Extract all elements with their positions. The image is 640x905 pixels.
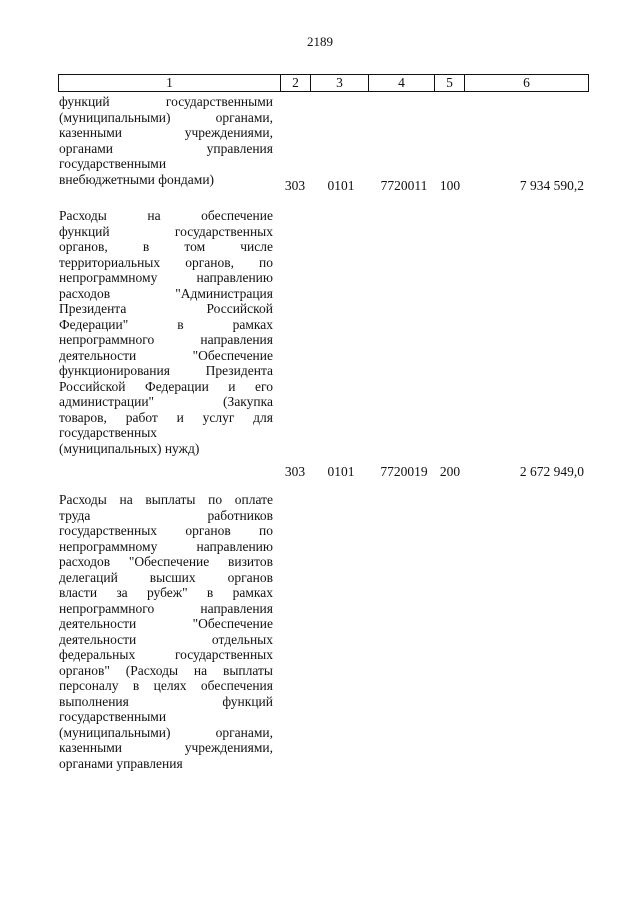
description-line: делегаций высших органов: [59, 569, 273, 585]
description-line: непрограммного направления: [59, 600, 273, 616]
description-line: персоналу в целях обеспечения: [59, 678, 273, 693]
description-line: казенными учреждениями,: [59, 125, 273, 140]
header-col-6: 6: [464, 75, 588, 91]
row-col-2: 303: [284, 464, 306, 479]
row-col-4: 7720011: [380, 178, 428, 193]
description-line: Федерации" в рамках: [59, 316, 273, 332]
description-line: Расходы на выплаты по оплате: [59, 492, 273, 507]
row-col-5: 100: [439, 178, 461, 193]
header-col-4: 4: [368, 75, 434, 91]
description-line: органов, в том числе: [59, 239, 273, 254]
description-line: государственных: [59, 425, 158, 440]
header-col-2: 2: [280, 75, 310, 91]
row-col-6: 2 672 949,0: [519, 464, 584, 479]
description-line: органами управления: [59, 755, 183, 771]
description-line: расходов "Обеспечение визитов: [59, 554, 273, 569]
description-line: казенными учреждениями,: [59, 740, 273, 755]
description-line: администрации" (Закупка: [59, 394, 273, 409]
description-line: товаров, работ и услуг для: [59, 409, 273, 425]
description-line: расходов "Администрация: [59, 285, 273, 301]
row-col-2: 303: [284, 178, 306, 193]
description-line: государственных органов по: [59, 523, 273, 538]
description-line: внебюджетными фондами): [59, 171, 215, 187]
description-line: территориальных органов, по: [59, 254, 273, 270]
description-line: труда работников: [59, 507, 273, 523]
description-line: выполнения функций: [59, 693, 273, 709]
page-number: 2189: [307, 34, 333, 49]
description-line: федеральных государственных: [59, 647, 273, 662]
description-line: функций государственными: [59, 94, 273, 109]
description-line: (муниципальных) нужд): [59, 440, 200, 456]
header-col-5: 5: [434, 75, 464, 91]
description-line: органами управления: [59, 140, 273, 156]
description-line: органов" (Расходы на выплаты: [59, 662, 273, 678]
description-line: Расходы на обеспечение: [59, 208, 273, 223]
description-line: деятельности отдельных: [59, 631, 273, 647]
description-line: (муниципальными) органами,: [59, 109, 273, 125]
row-description: [59, 208, 273, 456]
description-line: власти за рубеж" в рамках: [59, 585, 273, 600]
description-line: государственными: [59, 709, 167, 724]
description-line: Президента Российской: [59, 301, 273, 316]
description-line: деятельности "Обеспечение: [59, 616, 273, 631]
description-line: непрограммного направления: [59, 332, 273, 347]
description-line: (муниципальными) органами,: [59, 724, 273, 740]
description-line: функционирования Президента: [59, 363, 273, 378]
row-col-3: 0101: [327, 178, 355, 193]
table-header-row: [58, 74, 589, 92]
description-line: Российской Федерации и его: [59, 378, 273, 394]
row-description: [59, 492, 273, 771]
row-col-6: 7 934 590,2: [519, 178, 584, 193]
header-col-3: 3: [310, 75, 368, 91]
header-col-1: 1: [166, 75, 173, 90]
description-line: деятельности "Обеспечение: [59, 347, 273, 363]
row-col-4: 7720019: [380, 464, 428, 479]
description-line: функций государственных: [59, 223, 273, 239]
description-line: непрограммному направлению: [59, 538, 273, 554]
row-description: [59, 94, 273, 187]
row-col-5: 200: [439, 464, 461, 479]
description-line: непрограммному направлению: [59, 270, 273, 285]
description-line: государственными: [59, 156, 167, 171]
row-col-3: 0101: [327, 464, 355, 479]
